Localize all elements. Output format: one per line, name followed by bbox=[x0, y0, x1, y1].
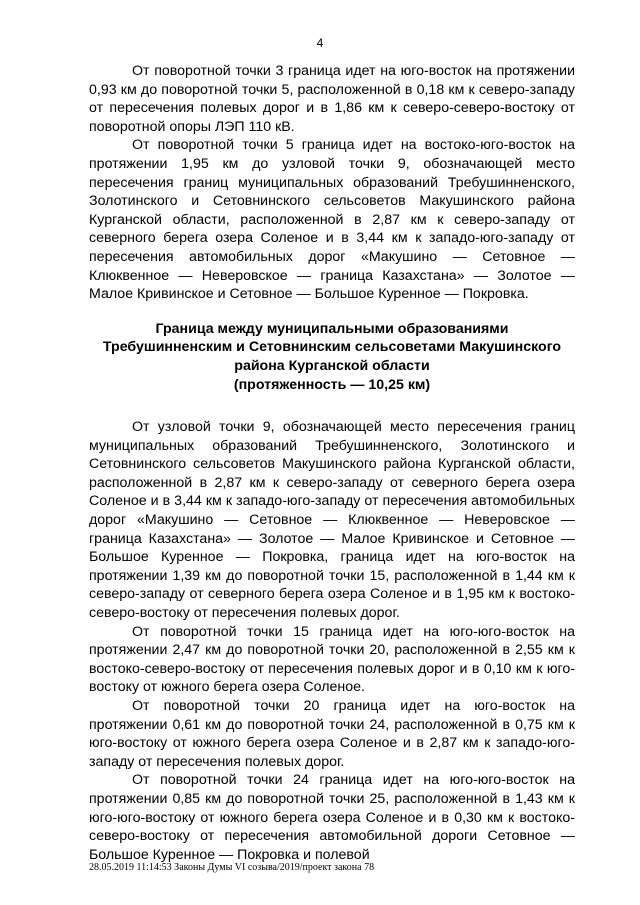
paragraph: От поворотной точки 24 граница идет на юго-юго-восток на протяжении 0,85 км до поворотной точки 25, расположенной в 1,43 км к юго-юго-востоку от южного берега озера Соленое и в 0,30 км к востоко-северо-востоку от пересечения автомобильной дороги Сетовное — Большое Куренное — Покровка и полевой bbox=[89, 772, 575, 863]
heading-line: Граница между муниципальными образованиями bbox=[155, 320, 509, 337]
heading-line: района Курганской области bbox=[234, 357, 430, 374]
document-footer: 28.05.2019 11:14:53 Законы Думы VI созыва/2019/проект закона 78 bbox=[89, 862, 375, 873]
paragraph: От поворотной точки 5 граница идет на востоко-юго-восток на протяжении 1,95 км до узловой точки 9, обозначающей место пересечения границ муниципальных образований Требушинненского, Золотинского и Сетовнинского сельсоветов Макушинского района Курганской области, расположенной в 2,87 км к северо-западу от северного берега озера Соленое и в 3,44 км к западо-юго-западу от пересечения автомобильных дорог «Макушино — Сетовное — Клюквенное — Неверовское — граница Казахстана» — Золотое — Малое Кривинское и Сетовное — Большое Куренное — Покровка. bbox=[89, 137, 575, 303]
paragraph: От поворотной точки 3 граница идет на юго-восток на протяжении 0,93 км до поворотной точки 5, расположенной в 0,18 км к северо-западу от пересечения полевых дорог и в 1,86 км к северо-северо-востоку от поворотной опоры ЛЭП 110 кВ. bbox=[89, 63, 575, 135]
section-heading bbox=[89, 320, 575, 394]
page-number: 4 bbox=[316, 36, 324, 50]
paragraph: От поворотной точки 20 граница идет на юго-восток на протяжении 0,61 км до поворотной точки 24, расположенной в 0,75 км к юго-востоку от южного берега озера Соленое и в 2,87 км к западо-юго-западу от пересечения полевых дорог. bbox=[89, 698, 575, 770]
heading-line: (протяженность — 10,25 км) bbox=[233, 376, 431, 393]
heading-line: Требушинненским и Сетовнинским сельсоветами Макушинского bbox=[102, 339, 562, 356]
spacer bbox=[89, 394, 575, 418]
paragraph: От узловой точки 9, обозначающей место пересечения границ муниципальных образований Требушинненского, Золотинского и Сетовнинского сельсоветов Макушинского района Курганской области, расположенной в 2,87 км к северо-западу от северного берега озера Соленое и в 3,44 км к западо-юго-западу от пересечения автомобильных дорог «Макушино — Сетовное — Клюквенное — Неверовское — граница Казахстана» — Золотое — Малое Кривинское и Сетовное — Большое Куренное — Покровка, граница идет на юго-восток на протяжении 1,39 км до поворотной точки 15, расположенной в 1,44 км к северо-западу от северного берега озера Соленое и в 1,95 км к востоко-северо-востоку от пересечения полевых дорог. bbox=[89, 419, 575, 622]
paragraph: От поворотной точки 15 граница идет на юго-юго-восток на протяжении 2,47 км до поворотной точки 20, расположенной в 2,55 км к востоко-северо-востоку от пересечения полевых дорог и в 0,10 км к юго-востоку от южного берега озера Соленое. bbox=[89, 623, 575, 696]
document-body bbox=[89, 62, 575, 864]
